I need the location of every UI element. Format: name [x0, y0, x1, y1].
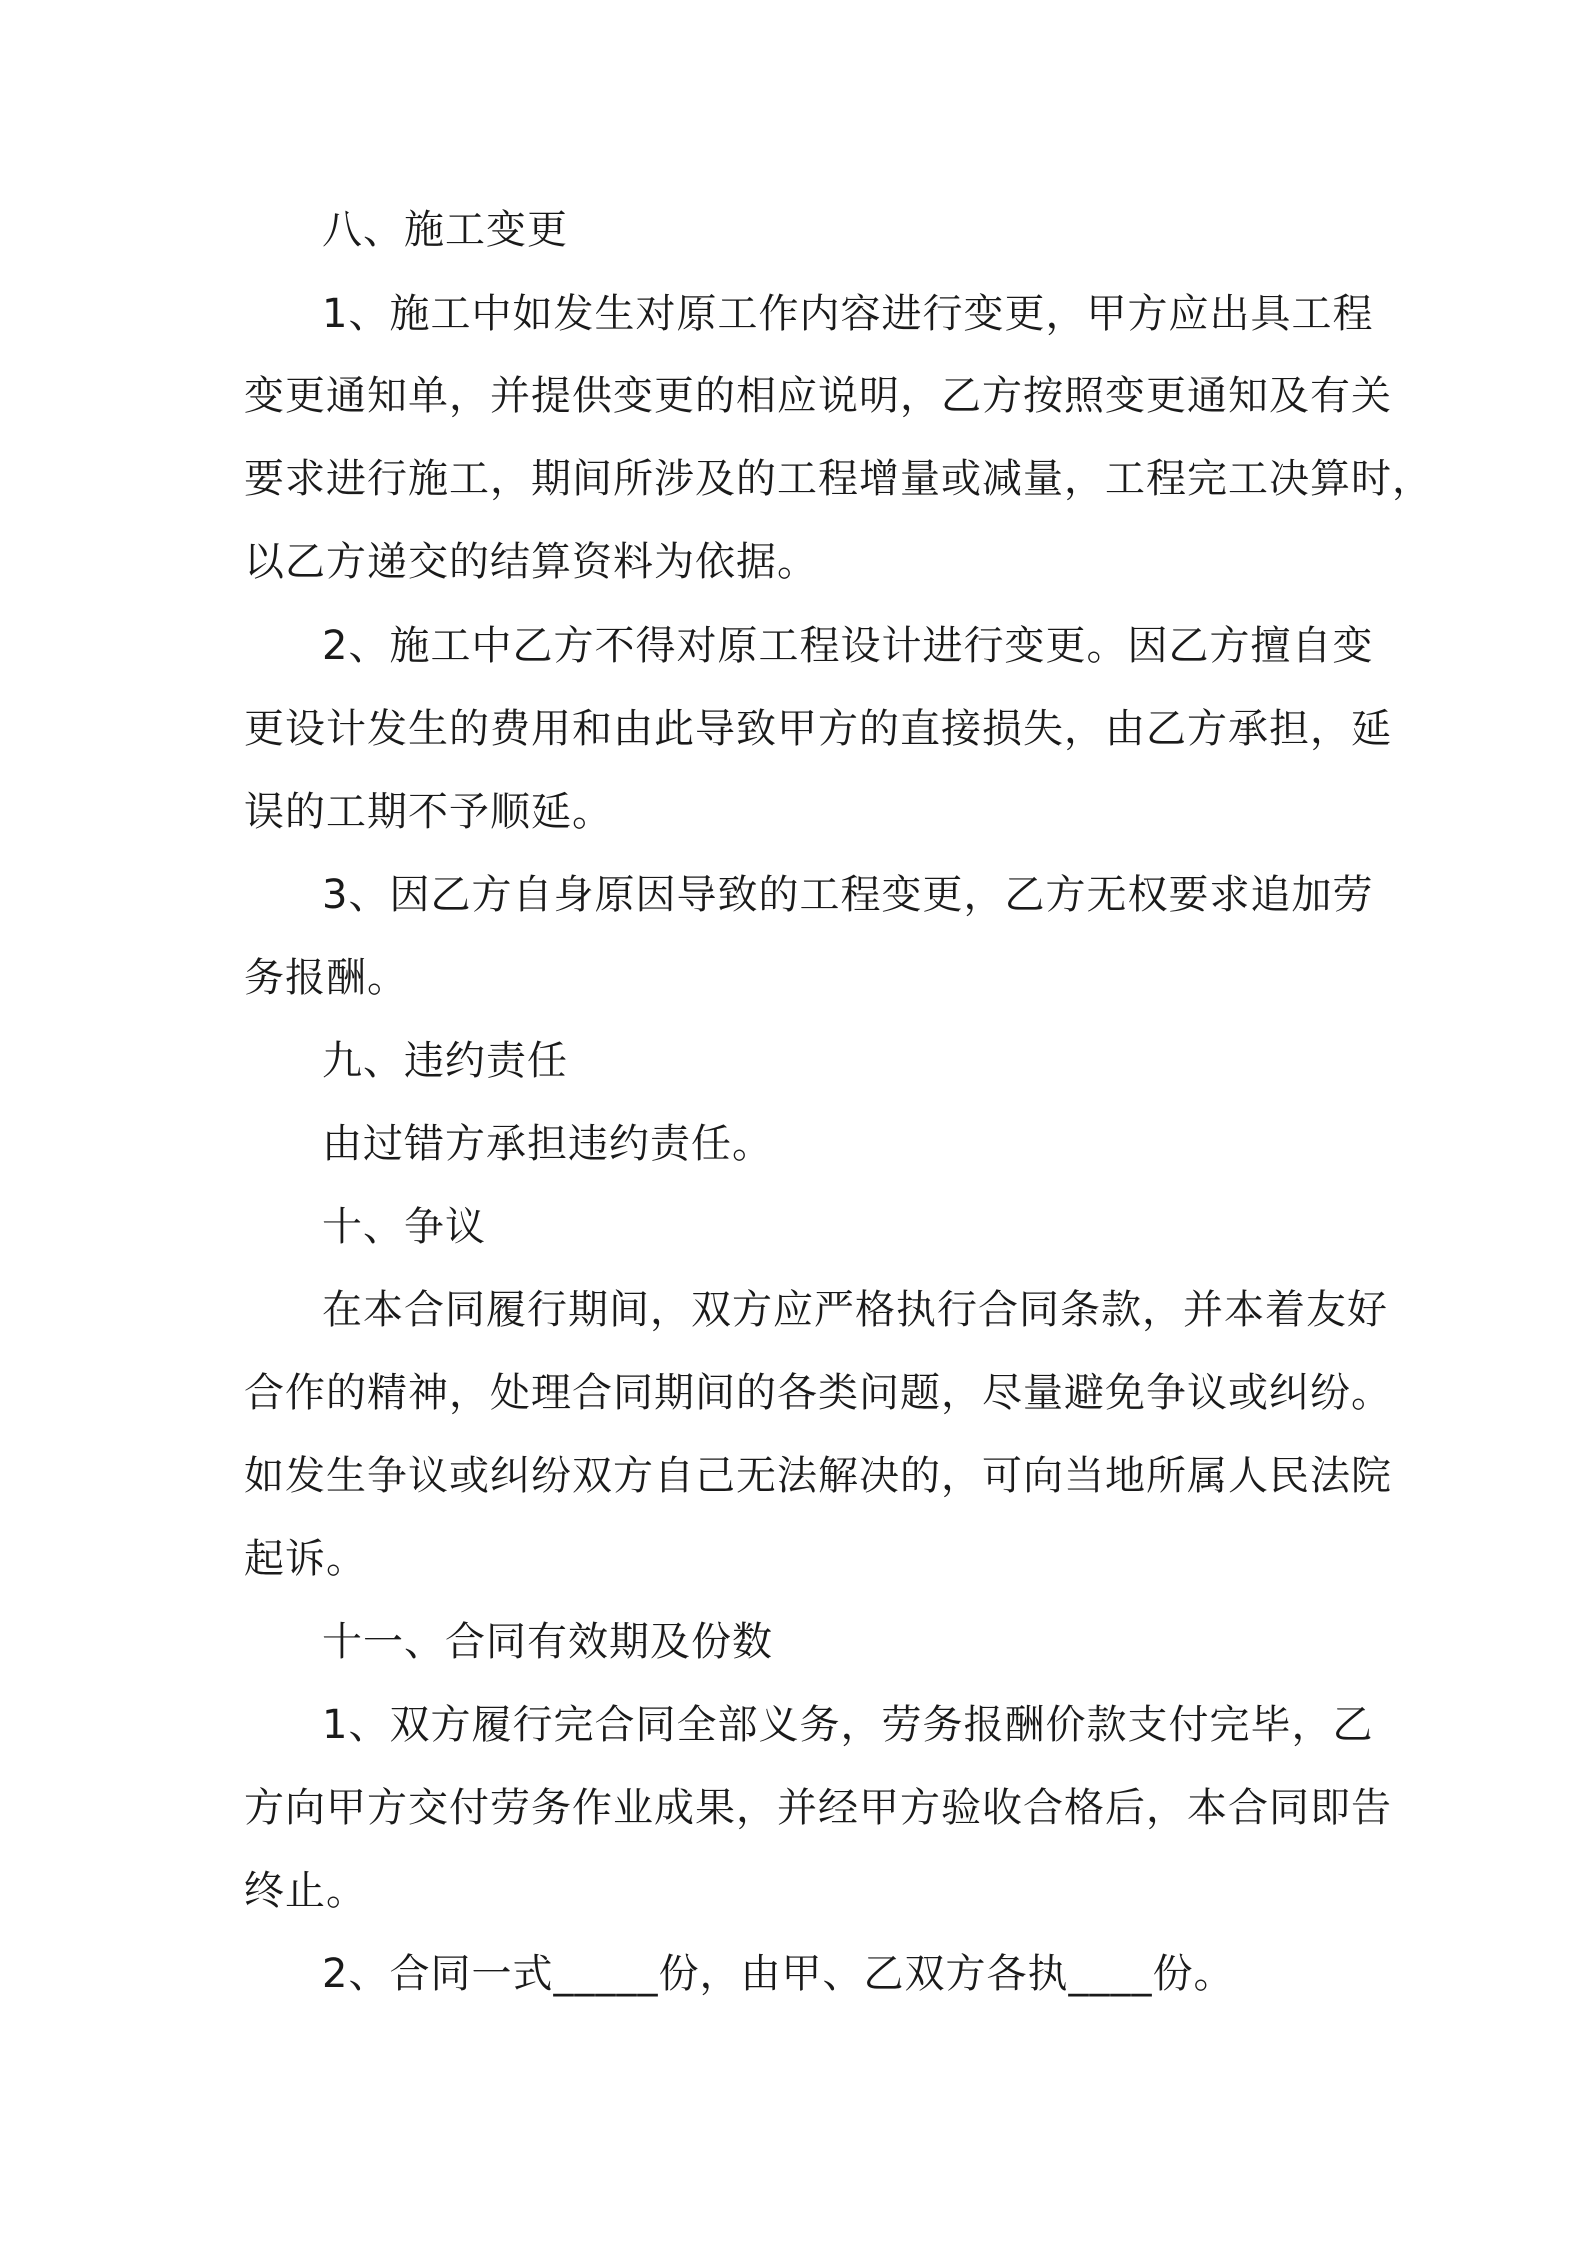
section-8-item-1-line-3: 要求进行施工，期间所涉及的工程增量或减量，工程完工决算时，	[244, 456, 1433, 502]
section-10-line-1: 在本合同履行期间，双方应严格执行合同条款，并本着友好	[322, 1287, 1388, 1333]
section-8-item-2-line-3: 误的工期不予顺延。	[244, 789, 613, 835]
section-10-line-4: 起诉。	[244, 1536, 367, 1582]
section-11-item-2-line-1: 2、合同一式_____份，由甲、乙双方各执____份。	[322, 1951, 1235, 1997]
section-9-body: 由过错方承担违约责任。	[322, 1121, 773, 1167]
section-10-heading: 十、争议	[322, 1204, 486, 1250]
section-11-item-1-line-1: 1、双方履行完合同全部义务，劳务报酬价款支付完毕，乙	[322, 1702, 1374, 1748]
section-8-item-2-line-1: 2、施工中乙方不得对原工程设计进行变更。因乙方擅自变	[322, 623, 1374, 669]
section-11-item-1-line-3: 终止。	[244, 1868, 367, 1914]
section-8-item-3-line-2: 务报酬。	[244, 955, 408, 1001]
section-8-item-3-line-1: 3、因乙方自身原因导致的工程变更，乙方无权要求追加劳	[322, 872, 1374, 918]
section-8-heading: 八、施工变更	[322, 207, 568, 253]
section-11-heading: 十一、合同有效期及份数	[322, 1619, 773, 1665]
section-9-heading: 九、违约责任	[322, 1038, 568, 1084]
section-8-item-1-line-2: 变更通知单，并提供变更的相应说明，乙方按照变更通知及有关	[244, 373, 1392, 419]
section-10-line-2: 合作的精神，处理合同期间的各类问题，尽量避免争议或纠纷。	[244, 1370, 1392, 1416]
section-10-line-3: 如发生争议或纠纷双方自己无法解决的，可向当地所属人民法院	[244, 1453, 1392, 1499]
section-8-item-1-line-1: 1、施工中如发生对原工作内容进行变更，甲方应出具工程	[322, 291, 1374, 337]
section-11-item-1-line-2: 方向甲方交付劳务作业成果，并经甲方验收合格后，本合同即告	[244, 1785, 1392, 1831]
section-8-item-1-line-4: 以乙方递交的结算资料为依据。	[244, 539, 818, 585]
section-8-item-2-line-2: 更设计发生的费用和由此导致甲方的直接损失，由乙方承担，延	[244, 706, 1392, 752]
